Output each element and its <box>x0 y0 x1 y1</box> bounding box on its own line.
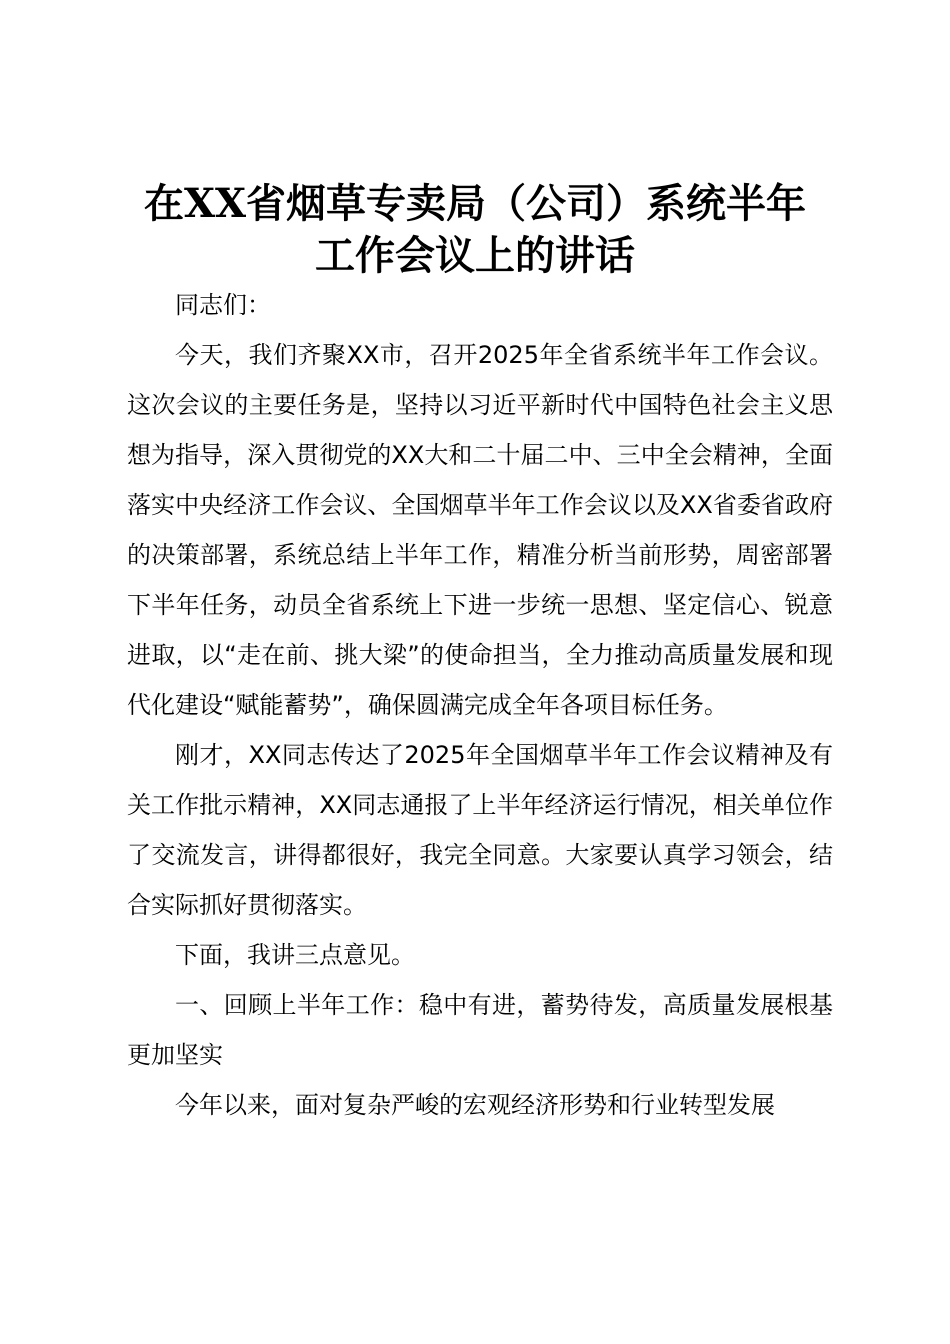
paragraph-three-points: 下面，我讲三点意见。 <box>175 941 415 969</box>
document-title <box>120 178 830 282</box>
salutation: 同志们： <box>175 291 271 319</box>
document-body <box>127 280 833 1130</box>
paragraph-reports: 刚才，XX同志传达了2025年全国烟草半年工作会议精神及有关工作批示精神，XX同志通报了上半年经济运行情况，相关单位作了交流发言，讲得都很好，我完全同意。大家要认真学习领会，结合实际抓好贯彻落实。 <box>127 741 833 919</box>
title-line-1: 在XX省烟草专卖局（公司）系统半年 <box>143 180 807 227</box>
paragraph-review: 今年以来，面对复杂严峻的宏观经济形势和行业转型发展 <box>175 1091 775 1119</box>
section-heading-1: 一、回顾上半年工作：稳中有进，蓄势待发，高质量发展根基更加坚实 <box>127 991 833 1069</box>
title-line-2: 工作会议上的讲话 <box>315 232 635 279</box>
paragraph-opening: 今天，我们齐聚XX市，召开2025年全省系统半年工作会议。这次会议的主要任务是，坚持以习近平新时代中国特色社会主义思想为指导，深入贯彻党的XX大和二十届二中、三中全会精神，全面落实中央经济工作会议、全国烟草半年工作会议以及XX省委省政府的决策部署，系统总结上半年工作，精准分析当前形势，周密部署下半年任务，动员全省系统上下进一步统一思想、坚定信心、锐意进取，以“走在前、挑大梁”的使命担当，全力推动高质量发展和现代化建设“赋能蓄势”，确保圆满完成全年各项目标任务。 <box>127 341 833 719</box>
